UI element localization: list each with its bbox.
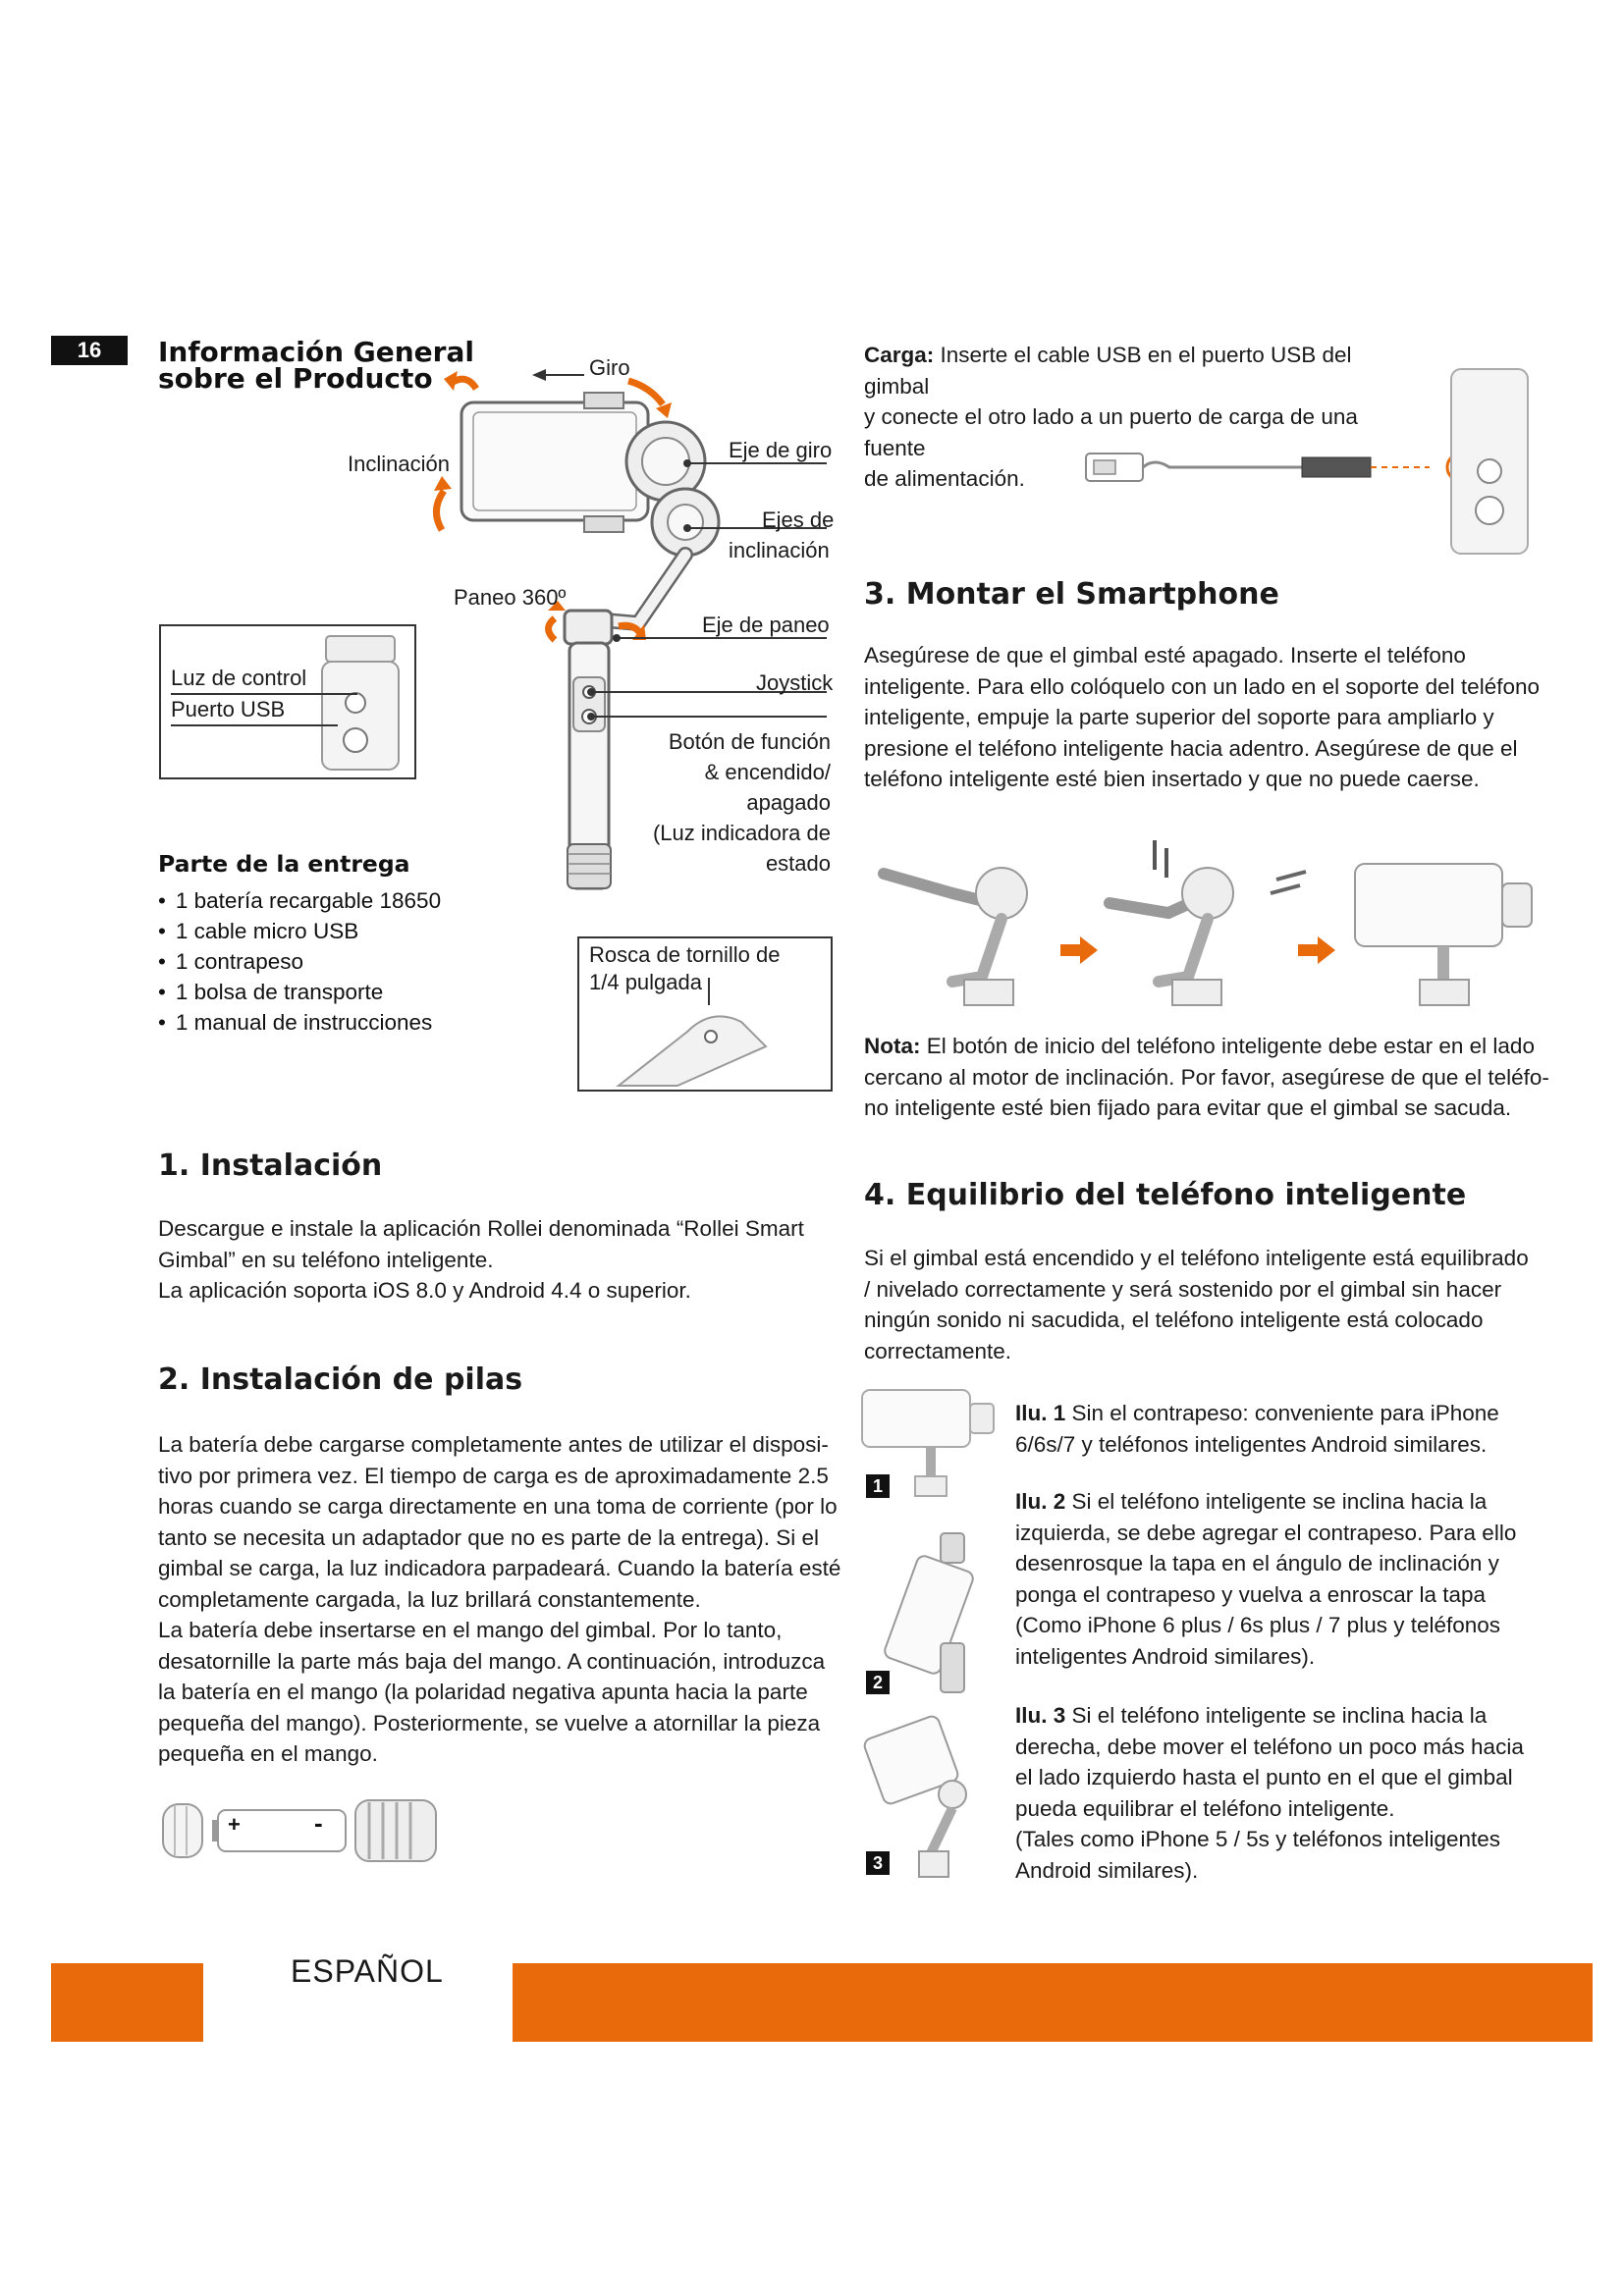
title-line-1: Información General (158, 336, 474, 368)
label-ejes-incl-1: Ejes de (762, 507, 835, 532)
note-line-2: cercano al motor de inclinación. Por favor, asegúrese de que el teléfo- (864, 1064, 1549, 1090)
ilu-3-line: (Tales como iPhone 5 / 5s y teléfonos inteligentes (1015, 1827, 1501, 1851)
delivery-item: • 1 manual de instrucciones (158, 1007, 441, 1038)
ilu-3-number: 3 (866, 1851, 890, 1875)
handle-inset-box (159, 624, 416, 779)
ilu-1-line: 6/6s/7 y teléfonos inteligentes Android similares. (1015, 1431, 1488, 1457)
footer-language: ESPAÑOL (291, 1953, 444, 1989)
batteries-body (158, 1429, 845, 1770)
puerto-usb-line (171, 724, 338, 726)
balance-body (864, 1243, 1571, 1366)
ilu-3-line: pueda equilibrar el teléfono inteligente. (1015, 1795, 1395, 1821)
mount-line: presione el teléfono inteligente hacia adentro. Asegúrese de que el (864, 735, 1518, 761)
pan-arrow-left (549, 618, 556, 640)
ilu-2-line: Si el teléfono inteligente se inclina hacia la (1065, 1489, 1488, 1514)
batteries-line: pequeña en el mango. (158, 1741, 378, 1766)
footer-bar-right (513, 1963, 1593, 2042)
batteries-line: La batería debe cargarse completamente antes de utilizar el disposi- (158, 1432, 829, 1457)
mount-line: Asegúrese de que el gimbal esté apagado. Inserte el teléfono (864, 643, 1466, 667)
delivery-item: • 1 contrapeso (158, 946, 441, 977)
label-eje-giro: Eje de giro (729, 438, 833, 462)
mount-line: inteligente. Para ello colóquelo con un lado en el soporte del teléfono (864, 673, 1540, 699)
batteries-line: gimbal se carga, la luz indicadora parpadeará. Cuando la batería esté (158, 1556, 841, 1580)
boton-line-1: Botón de función (668, 729, 831, 754)
label-giro: Giro (589, 355, 630, 380)
battery-plus: + (228, 1812, 241, 1837)
label-puerto-usb (171, 695, 367, 724)
note-line-3: no inteligente esté bien fijado para evitar que el gimbal se sacuda. (864, 1095, 1512, 1120)
batteries-line: horas cuando se carga directamente en una toma de corriente (por lo (158, 1494, 838, 1519)
mount-line: inteligente, empuje la parte superior del soporte para ampliarlo y (864, 705, 1494, 729)
label-joystick: Joystick (756, 670, 834, 695)
batteries-line: tivo por primera vez. El tiempo de carga es de aproximadamente 2.5 (158, 1463, 829, 1488)
ilu-2-line: ponga el contrapeso y vuelva a enroscar la tapa (1015, 1581, 1487, 1607)
batteries-line: completamente cargada, la luz brillará constantemente. (158, 1586, 701, 1612)
ilu-1-text (1015, 1398, 1565, 1460)
balance-line: correctamente. (864, 1338, 1012, 1363)
roll-arrow-right (628, 381, 663, 404)
mount-body (864, 640, 1551, 795)
installation-body (158, 1213, 836, 1307)
ilu-3-line: Si el teléfono inteligente se inclina hacia la (1065, 1703, 1488, 1728)
ilu-2-label: Ilu. 2 (1015, 1489, 1066, 1514)
mount-step-1 (884, 868, 1027, 1005)
boton-line-4: (Luz indicadora de (652, 821, 831, 845)
title-line-2: sobre el Producto (158, 362, 433, 395)
installation-heading: 1. Instalación (158, 1148, 383, 1183)
ilu-2-line: desenrosque la tapa en el ángulo de inclinación y (1015, 1551, 1499, 1575)
ilu-3-text (1015, 1700, 1565, 1886)
note-text (864, 1031, 1571, 1124)
installation-line: La aplicación soporta iOS 8.0 y Android 4.4 o superior. (158, 1278, 691, 1303)
screw-thread-box (577, 936, 833, 1092)
mount-step-3 (1355, 864, 1532, 1005)
charging-line-1: Inserte el cable USB en el puerto USB del gimbal (864, 343, 1352, 399)
delivery-item: • 1 batería recargable 18650 (158, 885, 441, 916)
charging-label: Carga: (864, 343, 935, 367)
ilu-2-line: inteligentes Android similares). (1015, 1643, 1316, 1669)
note-label: Nota: (864, 1034, 921, 1058)
note-line-1: El botón de inicio del teléfono inteligente debe estar en el lado (920, 1034, 1535, 1058)
ilu-1-number: 1 (866, 1474, 890, 1498)
delivery-item: • 1 cable micro USB (158, 916, 441, 946)
rosca-line-1: Rosca de tornillo de (589, 942, 781, 967)
installation-line: Descargue e instale la aplicación Rollei denominada “Rollei Smart (158, 1216, 804, 1241)
arrow-right-2 (1298, 936, 1335, 964)
ilu-3-label: Ilu. 3 (1015, 1703, 1066, 1728)
luz-control-text: Luz de control (171, 666, 307, 690)
batteries-line: desatornille la parte más baja del mango. A continuación, introduzca (158, 1648, 826, 1674)
mount-heading: 3. Montar el Smartphone (864, 577, 1279, 612)
batteries-line: tanto se necesita un adaptador que no es parte de la entrega). Si el (158, 1524, 819, 1550)
ilu-2-text (1015, 1486, 1565, 1672)
ilu-1-label: Ilu. 1 (1015, 1401, 1066, 1425)
puerto-usb-text: Puerto USB (171, 697, 286, 721)
boton-line-2: & encendido/ (704, 760, 831, 784)
ilu-3-line: Android similares). (1015, 1857, 1199, 1883)
page-number: 16 (51, 336, 128, 365)
label-eje-paneo: Eje de paneo (702, 613, 830, 637)
ilu-2-drawing (880, 1531, 988, 1698)
charging-line-3: de alimentación. (864, 466, 1025, 491)
mount-steps-illustration (874, 834, 1542, 1011)
boton-line-5: estado (765, 851, 831, 876)
boton-line-3: apagado (746, 790, 831, 815)
installation-line: Gimbal” en su teléfono inteligente. (158, 1247, 494, 1272)
rosca-line-2: 1/4 pulgada (589, 970, 702, 994)
mount-step-2 (1110, 840, 1233, 1005)
delivery-list (158, 885, 441, 1038)
label-luz-control (171, 664, 367, 693)
balance-heading: 4. Equilibrio del teléfono inteligente (864, 1178, 1467, 1212)
ilu-3-line: derecha, debe mover el teléfono un poco más hacia (1015, 1734, 1524, 1759)
delivery-heading: Parte de la entrega (158, 850, 410, 878)
phone-shape (461, 402, 648, 520)
balance-line: ningún sonido ni sacudida, el teléfono inteligente está colocado (864, 1308, 1484, 1332)
ilu-2-number: 2 (866, 1671, 890, 1694)
tilt-arrow (436, 491, 444, 530)
ilu-3-line: el lado izquierdo hasta el punto en el que el gimbal (1015, 1765, 1513, 1789)
delivery-item: • 1 bolsa de transporte (158, 977, 441, 1007)
batteries-line: pequeña del mango). Posteriormente, se vuelve a atornillar la pieza (158, 1710, 821, 1735)
screw-thread-drawing (619, 978, 815, 1086)
batteries-heading: 2. Instalación de pilas (158, 1362, 523, 1397)
balance-line: Si el gimbal está encendido y el teléfono inteligente está equilibrado (864, 1246, 1529, 1270)
arrow-right-1 (1060, 936, 1098, 964)
ilu-1-line: Sin el contrapeso: conveniente para iPhone (1065, 1401, 1499, 1425)
ilu-2-line: (Como iPhone 6 plus / 6s plus / 7 plus y teléfonos (1015, 1613, 1501, 1637)
label-inclinacion: Inclinación (348, 452, 450, 476)
battery-illustration (163, 1796, 448, 1865)
mount-line: teléfono inteligente esté bien insertado y que no puede caerse. (864, 767, 1480, 791)
ilu-2-line: izquierda, se debe agregar el contrapeso. Para ello (1015, 1520, 1517, 1545)
charging-line-2: y conecte el otro lado a un puerto de carga de una fuente (864, 404, 1358, 460)
batteries-line: La batería debe insertarse en el mango del gimbal. Por lo tanto, (158, 1618, 783, 1642)
label-boton-funcion (630, 726, 831, 879)
pan-motor (565, 611, 612, 644)
balance-line: / nivelado correctamente y será sostenido por el gimbal sin hacer (864, 1276, 1502, 1302)
battery-minus: - (314, 1808, 323, 1838)
footer-bar-left (51, 1963, 203, 2042)
label-paneo: Paneo 360º (454, 585, 567, 610)
batteries-line: la batería en el mango (la polaridad negativa apunta hacia la parte (158, 1680, 808, 1704)
usb-cable-illustration (1086, 363, 1538, 560)
label-ejes-incl-2: inclinación (729, 538, 830, 562)
